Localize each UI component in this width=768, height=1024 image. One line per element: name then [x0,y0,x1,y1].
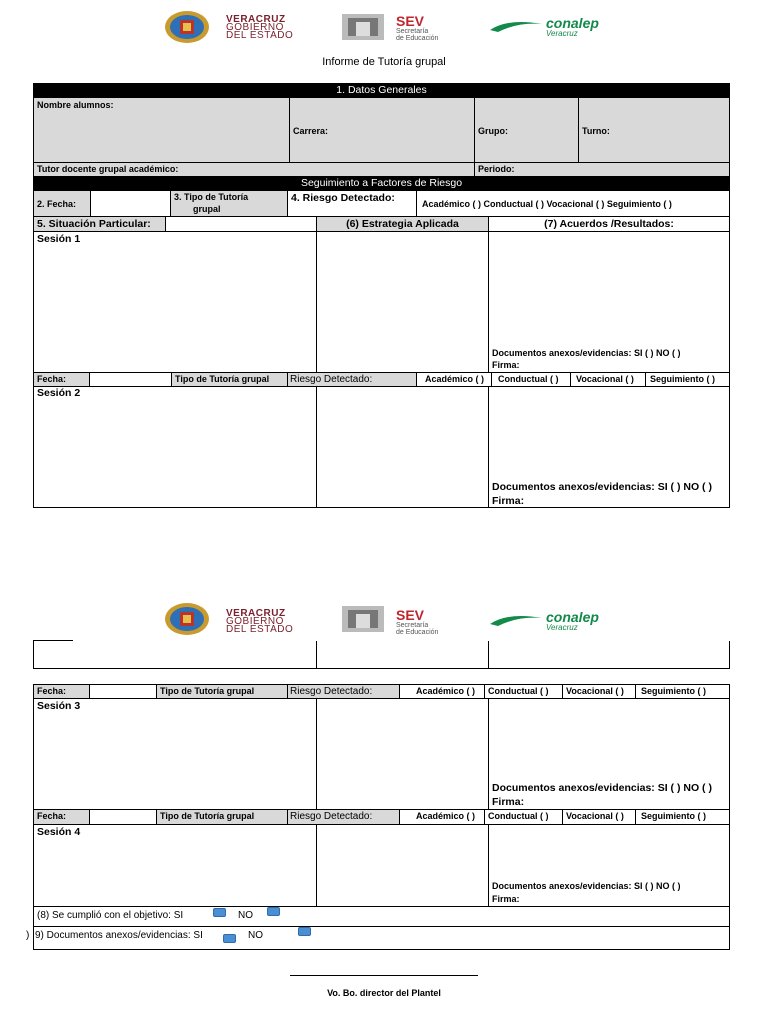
s2-academico-cell[interactable] [416,372,492,387]
turno-label: Turno: [582,126,610,136]
conalep-logo [546,16,599,38]
sesion-3-label: Sesión 3 [37,700,81,712]
sesion-3-situacion[interactable] [33,698,317,810]
carrera-label: Carrera: [293,126,329,136]
sesion-2-label: Sesión 2 [37,387,81,399]
sev-line1: SEV [396,13,425,29]
sesion-1-evidencias: Documentos anexos/evidencias: SI ( ) NO ( ) [492,348,681,358]
objetivo-si-checkbox[interactable] [213,908,226,917]
sesion-1-estrategia[interactable] [316,231,489,373]
s3-conductual-cell[interactable] [484,684,563,699]
tipo-tutoria-line2: grupal [193,204,221,214]
docs-no-label: NO [248,930,263,941]
s4-vocacional-label: Vocacional ( ) [566,811,624,821]
fecha-label-cell [33,190,91,217]
nombre-alumnos-cell[interactable] [33,97,290,163]
s3-fecha-label: Fecha: [37,686,67,696]
s4-riesgo-cell [287,809,400,825]
conalep-logo [546,610,599,632]
veracruz-line2: GOBIERNO [226,616,284,627]
s3-academico-label: Académico ( ) [416,686,476,696]
veracruz-line2: GOBIERNO [226,22,284,33]
header-logos-1 [0,10,768,50]
s3-seguimiento-cell[interactable] [635,684,730,699]
director-signature-line [290,975,478,976]
s3-tipo-label: Tipo de Tutoría grupal [160,686,255,696]
sesion-4-acuerdos[interactable] [488,824,730,907]
docs-final-row [33,926,730,950]
riesgo-opciones-cell[interactable] [416,190,730,217]
sesion-1-label: Sesión 1 [37,233,81,245]
estrategia-cell [316,216,489,232]
sev-logo [396,608,438,636]
sesion-2-estrategia[interactable] [316,386,489,508]
acuerdos-label: (7) Acuerdos /Resultados: [544,218,674,230]
veracruz-line3: DEL ESTADO [226,624,294,635]
sesion-2-situacion[interactable] [33,386,317,508]
s3-conductual-label: Conductual ( ) [488,686,549,696]
cont-estrategia[interactable] [316,641,489,669]
s2-riesgo-cell [287,372,417,387]
s4-fecha-label-cell [33,809,90,825]
header-logos-2 [0,602,768,642]
s4-fecha-input[interactable] [89,809,157,825]
s3-seguimiento-label: Seguimiento ( ) [641,686,706,696]
s4-tipo-label: Tipo de Tutoría grupal [160,811,255,821]
situacion-cell [33,216,166,232]
conalep-line1: conalep [546,609,599,625]
riesgo-label: 4. Riesgo Detectado: [291,192,395,204]
periodo-label: Periodo: [478,164,515,174]
sev-line2: Secretaría [396,622,429,629]
s4-conductual-label: Conductual ( ) [488,811,549,821]
situacion-blank-cell [165,216,317,232]
cont-acuerdos[interactable] [488,641,730,669]
veracruz-line3: DEL ESTADO [226,30,294,41]
veracruz-seal-icon [162,10,212,44]
s2-conductual-cell[interactable] [491,372,571,387]
s3-vocacional-label: Vocacional ( ) [566,686,624,696]
s2-vocacional-label: Vocacional ( ) [576,374,634,384]
sesion-3-firma: Firma: [492,796,525,808]
conalep-line1: conalep [546,15,599,31]
s2-seguimiento-label: Seguimiento ( ) [650,374,715,384]
seguimiento-title: Seguimiento a Factores de Riesgo [300,177,463,189]
s3-vocacional-cell[interactable] [562,684,636,699]
sesion-1-situacion[interactable] [33,231,317,373]
sesion-4-label: Sesión 4 [37,826,81,838]
s3-fecha-input[interactable] [89,684,157,699]
s2-tipo-label: Tipo de Tutoría grupal [175,374,270,384]
veracruz-seal-icon [162,602,212,636]
veracruz-logo [226,16,293,40]
tutor-label: Tutor docente grupal académico: [37,164,179,174]
fecha-input-cell[interactable] [90,190,171,217]
sesion-4-firma: Firma: [492,894,520,904]
s2-tipo-cell [171,372,288,387]
sesion-3-evidencias: Documentos anexos/evidencias: SI ( ) NO ( ) [492,782,712,794]
sesion-2-evidencias: Documentos anexos/evidencias: SI ( ) NO ( ) [492,481,712,493]
veracruz-line1: VERACRUZ [226,608,286,619]
docs-no-checkbox[interactable] [298,927,311,936]
sesion-2-firma: Firma: [492,495,525,507]
s4-vocacional-cell[interactable] [562,809,636,825]
s3-riesgo-label: Riesgo Detectado: [290,686,373,697]
s2-riesgo-label: Riesgo Detectado: [290,374,373,385]
s2-fecha-label: Fecha: [37,374,67,384]
s4-riesgo-label: Riesgo Detectado: [290,811,373,822]
datos-generales-title: 1. Datos Generales [336,84,427,96]
fecha-label: 2. Fecha: [37,199,77,209]
acuerdos-cell [488,216,730,232]
conalep-swoosh-icon [488,610,544,630]
grupo-label: Grupo: [478,126,508,136]
conalep-line2: Veracruz [546,29,578,38]
tutor-cell[interactable] [33,162,475,177]
page-title: Informe de Tutoría grupal [322,56,446,68]
objetivo-no-label: NO [238,910,253,921]
veracruz-logo [226,610,293,634]
s4-conductual-cell[interactable] [484,809,563,825]
tipo-tutoria-cell [170,190,288,217]
sev-seal-icon [338,602,388,634]
s2-conductual-label: Conductual ( ) [498,374,559,384]
estrategia-label: (6) Estrategia Aplicada [346,218,459,230]
nombre-alumnos-label: Nombre alumnos: [37,100,114,110]
s3-riesgo-cell [287,684,400,699]
docs-si-checkbox[interactable] [223,934,236,943]
riesgo-opciones: Académico ( ) Conductual ( ) Vocacional ( ) Seguimiento ( ) [422,199,672,209]
sesion-4-estrategia[interactable] [316,824,489,907]
s3-fecha-label-cell [33,684,90,699]
objetivo-no-checkbox[interactable] [267,907,280,916]
conalep-line2: Veracruz [546,623,578,632]
tipo-tutoria-line1: 3. Tipo de Tutoría [174,192,249,202]
sev-line1: SEV [396,607,425,623]
s3-academico-cell[interactable] [399,684,485,699]
sesion-3-estrategia[interactable] [316,698,489,810]
sev-line3: de Educación [396,629,439,636]
s2-academico-label: Académico ( ) [425,374,485,384]
s4-academico-label: Académico ( ) [416,811,476,821]
carrera-cell[interactable] [289,97,475,163]
turno-cell[interactable] [578,97,730,163]
periodo-cell[interactable] [474,162,730,177]
sesion-4-evidencias: Documentos anexos/evidencias: SI ( ) NO ( ) [492,881,681,891]
s4-tipo-cell [156,809,288,825]
s2-fecha-label-cell [33,372,90,387]
sev-line3: de Educación [396,35,439,42]
docs-prefix: ) [26,930,30,941]
cont-situacion[interactable] [33,641,317,669]
datos-generales-header [33,83,730,98]
conalep-swoosh-icon [488,16,544,36]
grupo-cell[interactable] [474,97,579,163]
s3-tipo-cell [156,684,288,699]
s2-fecha-input[interactable] [89,372,172,387]
s4-seguimiento-cell[interactable] [635,809,730,825]
sesion-4-situacion[interactable] [33,824,317,907]
sesion-1-acuerdos[interactable] [488,231,730,373]
sev-line2: Secretaría [396,28,429,35]
veracruz-line1: VERACRUZ [226,14,286,25]
sesion-1-firma: Firma: [492,360,520,370]
s4-seguimiento-label: Seguimiento ( ) [641,811,706,821]
s4-fecha-label: Fecha: [37,811,67,821]
seguimiento-header [33,176,730,191]
objetivo-label: (8) Se cumplió con el objetivo: SI [37,910,184,921]
s2-seguimiento-cell[interactable] [645,372,730,387]
s2-vocacional-cell[interactable] [570,372,646,387]
s4-academico-cell[interactable] [399,809,485,825]
objetivo-row [33,906,730,927]
riesgo-label-cell [287,190,417,217]
docs-final-label: 9) Documentos anexos/evidencias: SI [35,930,203,941]
sev-seal-icon [338,10,388,42]
situacion-label: 5. Situación Particular: [37,218,151,230]
sesion-3-acuerdos[interactable] [488,698,730,810]
director-label: Vo. Bo. director del Plantel [327,988,441,998]
sesion-2-acuerdos[interactable] [488,386,730,508]
sev-logo [396,14,438,42]
